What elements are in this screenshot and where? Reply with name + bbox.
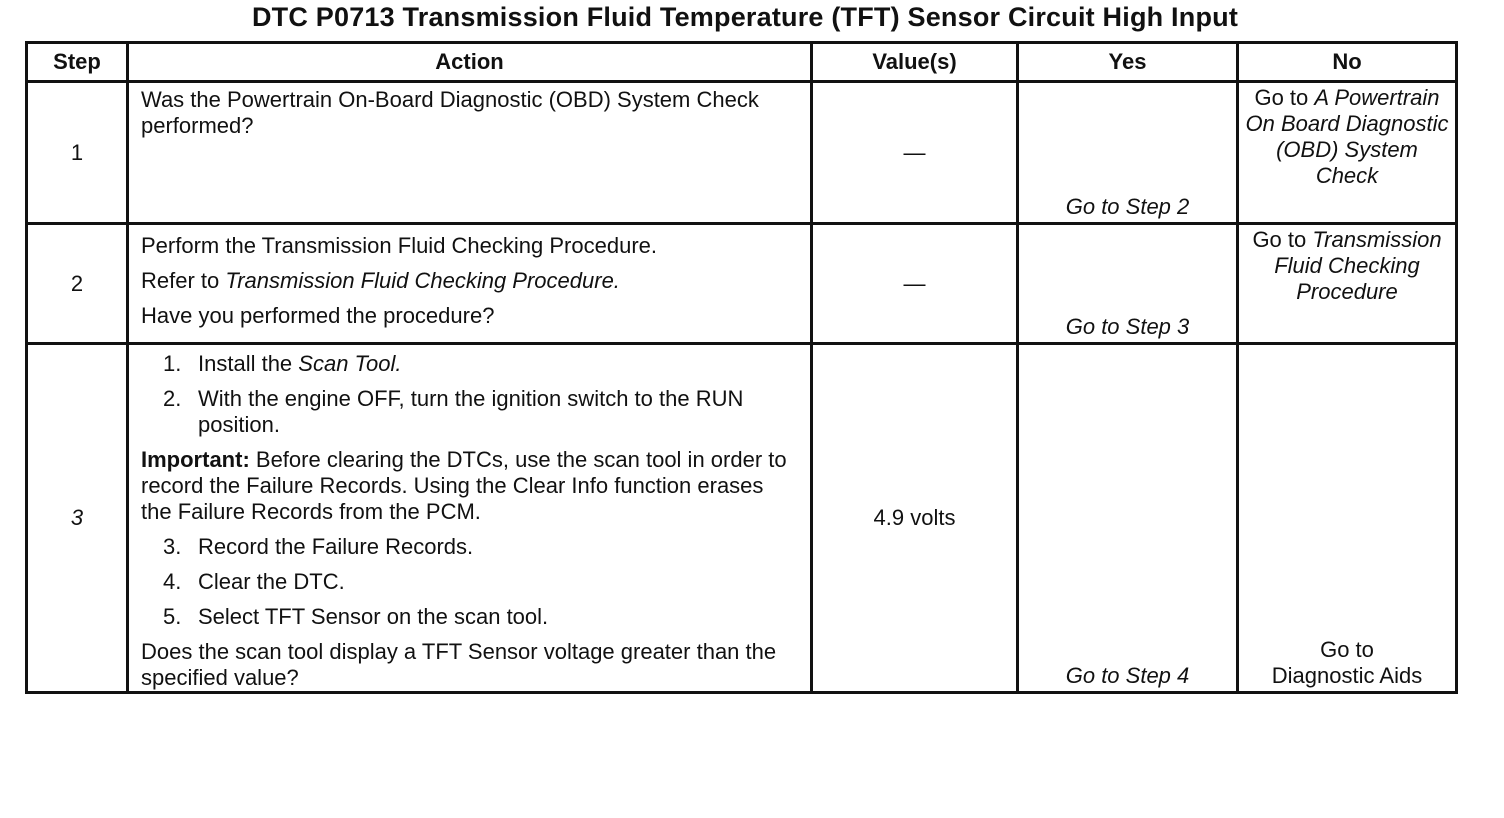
action-prefix: Refer to	[141, 268, 220, 293]
no-prefix: Go to	[1254, 85, 1309, 110]
header-no: No	[1238, 43, 1457, 82]
action-cell	[128, 82, 812, 224]
list-item	[141, 351, 790, 377]
value-cell: —	[812, 82, 1018, 224]
no-line: Go to	[1320, 637, 1374, 662]
yes-cell: Go to Step 4	[1018, 344, 1238, 693]
list-number: 3.	[163, 534, 182, 559]
action-reference: Transmission Fluid Checking Procedure.	[225, 268, 620, 293]
action-steps-list	[141, 351, 790, 438]
table-row	[27, 82, 1457, 224]
header-row	[27, 43, 1457, 82]
list-number: 4.	[163, 569, 182, 594]
step-number: 1	[27, 82, 128, 224]
diagnostic-table	[25, 41, 1458, 694]
header-step: Step	[27, 43, 128, 82]
action-cell	[128, 344, 812, 693]
yes-cell: Go to Step 3	[1018, 224, 1238, 344]
header-values: Value(s)	[812, 43, 1018, 82]
no-cell	[1238, 224, 1457, 344]
list-number: 5.	[163, 604, 182, 629]
no-prefix: Go to	[1252, 227, 1307, 252]
list-item	[141, 604, 790, 630]
value-cell: —	[812, 224, 1018, 344]
value-cell: 4.9 volts	[812, 344, 1018, 693]
list-item	[141, 534, 790, 560]
list-number: 2.	[163, 386, 182, 411]
table-row	[27, 224, 1457, 344]
list-text: Select TFT Sensor on the scan tool.	[198, 604, 549, 629]
important-note	[141, 447, 790, 525]
list-item	[141, 386, 790, 438]
list-number: 1.	[163, 351, 182, 376]
step-number: 2	[27, 224, 128, 344]
action-line: Perform the Transmission Fluid Checking Procedure.	[141, 233, 657, 258]
important-text: Before clearing the DTCs, use the scan tool in order to record the Failure Records. Using the Clear Info function erases the Failure Records from the PCM.	[141, 447, 787, 524]
action-line	[141, 268, 802, 294]
action-steps-list	[141, 534, 790, 630]
no-cell	[1238, 82, 1457, 224]
list-text: Clear the DTC.	[198, 569, 345, 594]
header-yes: Yes	[1018, 43, 1238, 82]
no-reference: A Powertrain On Board Diagnostic (OBD) System Check	[1245, 85, 1449, 188]
action-line: Have you performed the procedure?	[141, 303, 495, 328]
no-reference: Transmission Fluid Checking Procedure	[1274, 227, 1442, 304]
yes-cell: Go to Step 2	[1018, 82, 1238, 224]
list-item	[141, 569, 790, 595]
list-text: With the engine OFF, turn the ignition switch to the RUN position.	[198, 386, 744, 437]
no-cell	[1238, 344, 1457, 693]
page-title: DTC P0713 Transmission Fluid Temperature (TFT) Sensor Circuit High Input	[251, 2, 1239, 32]
list-text: Record the Failure Records.	[198, 534, 474, 559]
list-reference: Scan Tool.	[298, 351, 402, 376]
header-action: Action	[128, 43, 812, 82]
action-text: Was the Powertrain On-Board Diagnostic (OBD) System Check performed?	[141, 87, 759, 138]
no-line: Diagnostic Aids	[1271, 663, 1423, 688]
action-cell	[128, 224, 812, 344]
action-question: Does the scan tool display a TFT Sensor voltage greater than the specified value?	[141, 639, 777, 690]
table-row	[27, 344, 1457, 693]
important-label: Important:	[141, 447, 250, 472]
step-number: 3	[27, 344, 128, 693]
list-text: Install the	[198, 351, 293, 376]
